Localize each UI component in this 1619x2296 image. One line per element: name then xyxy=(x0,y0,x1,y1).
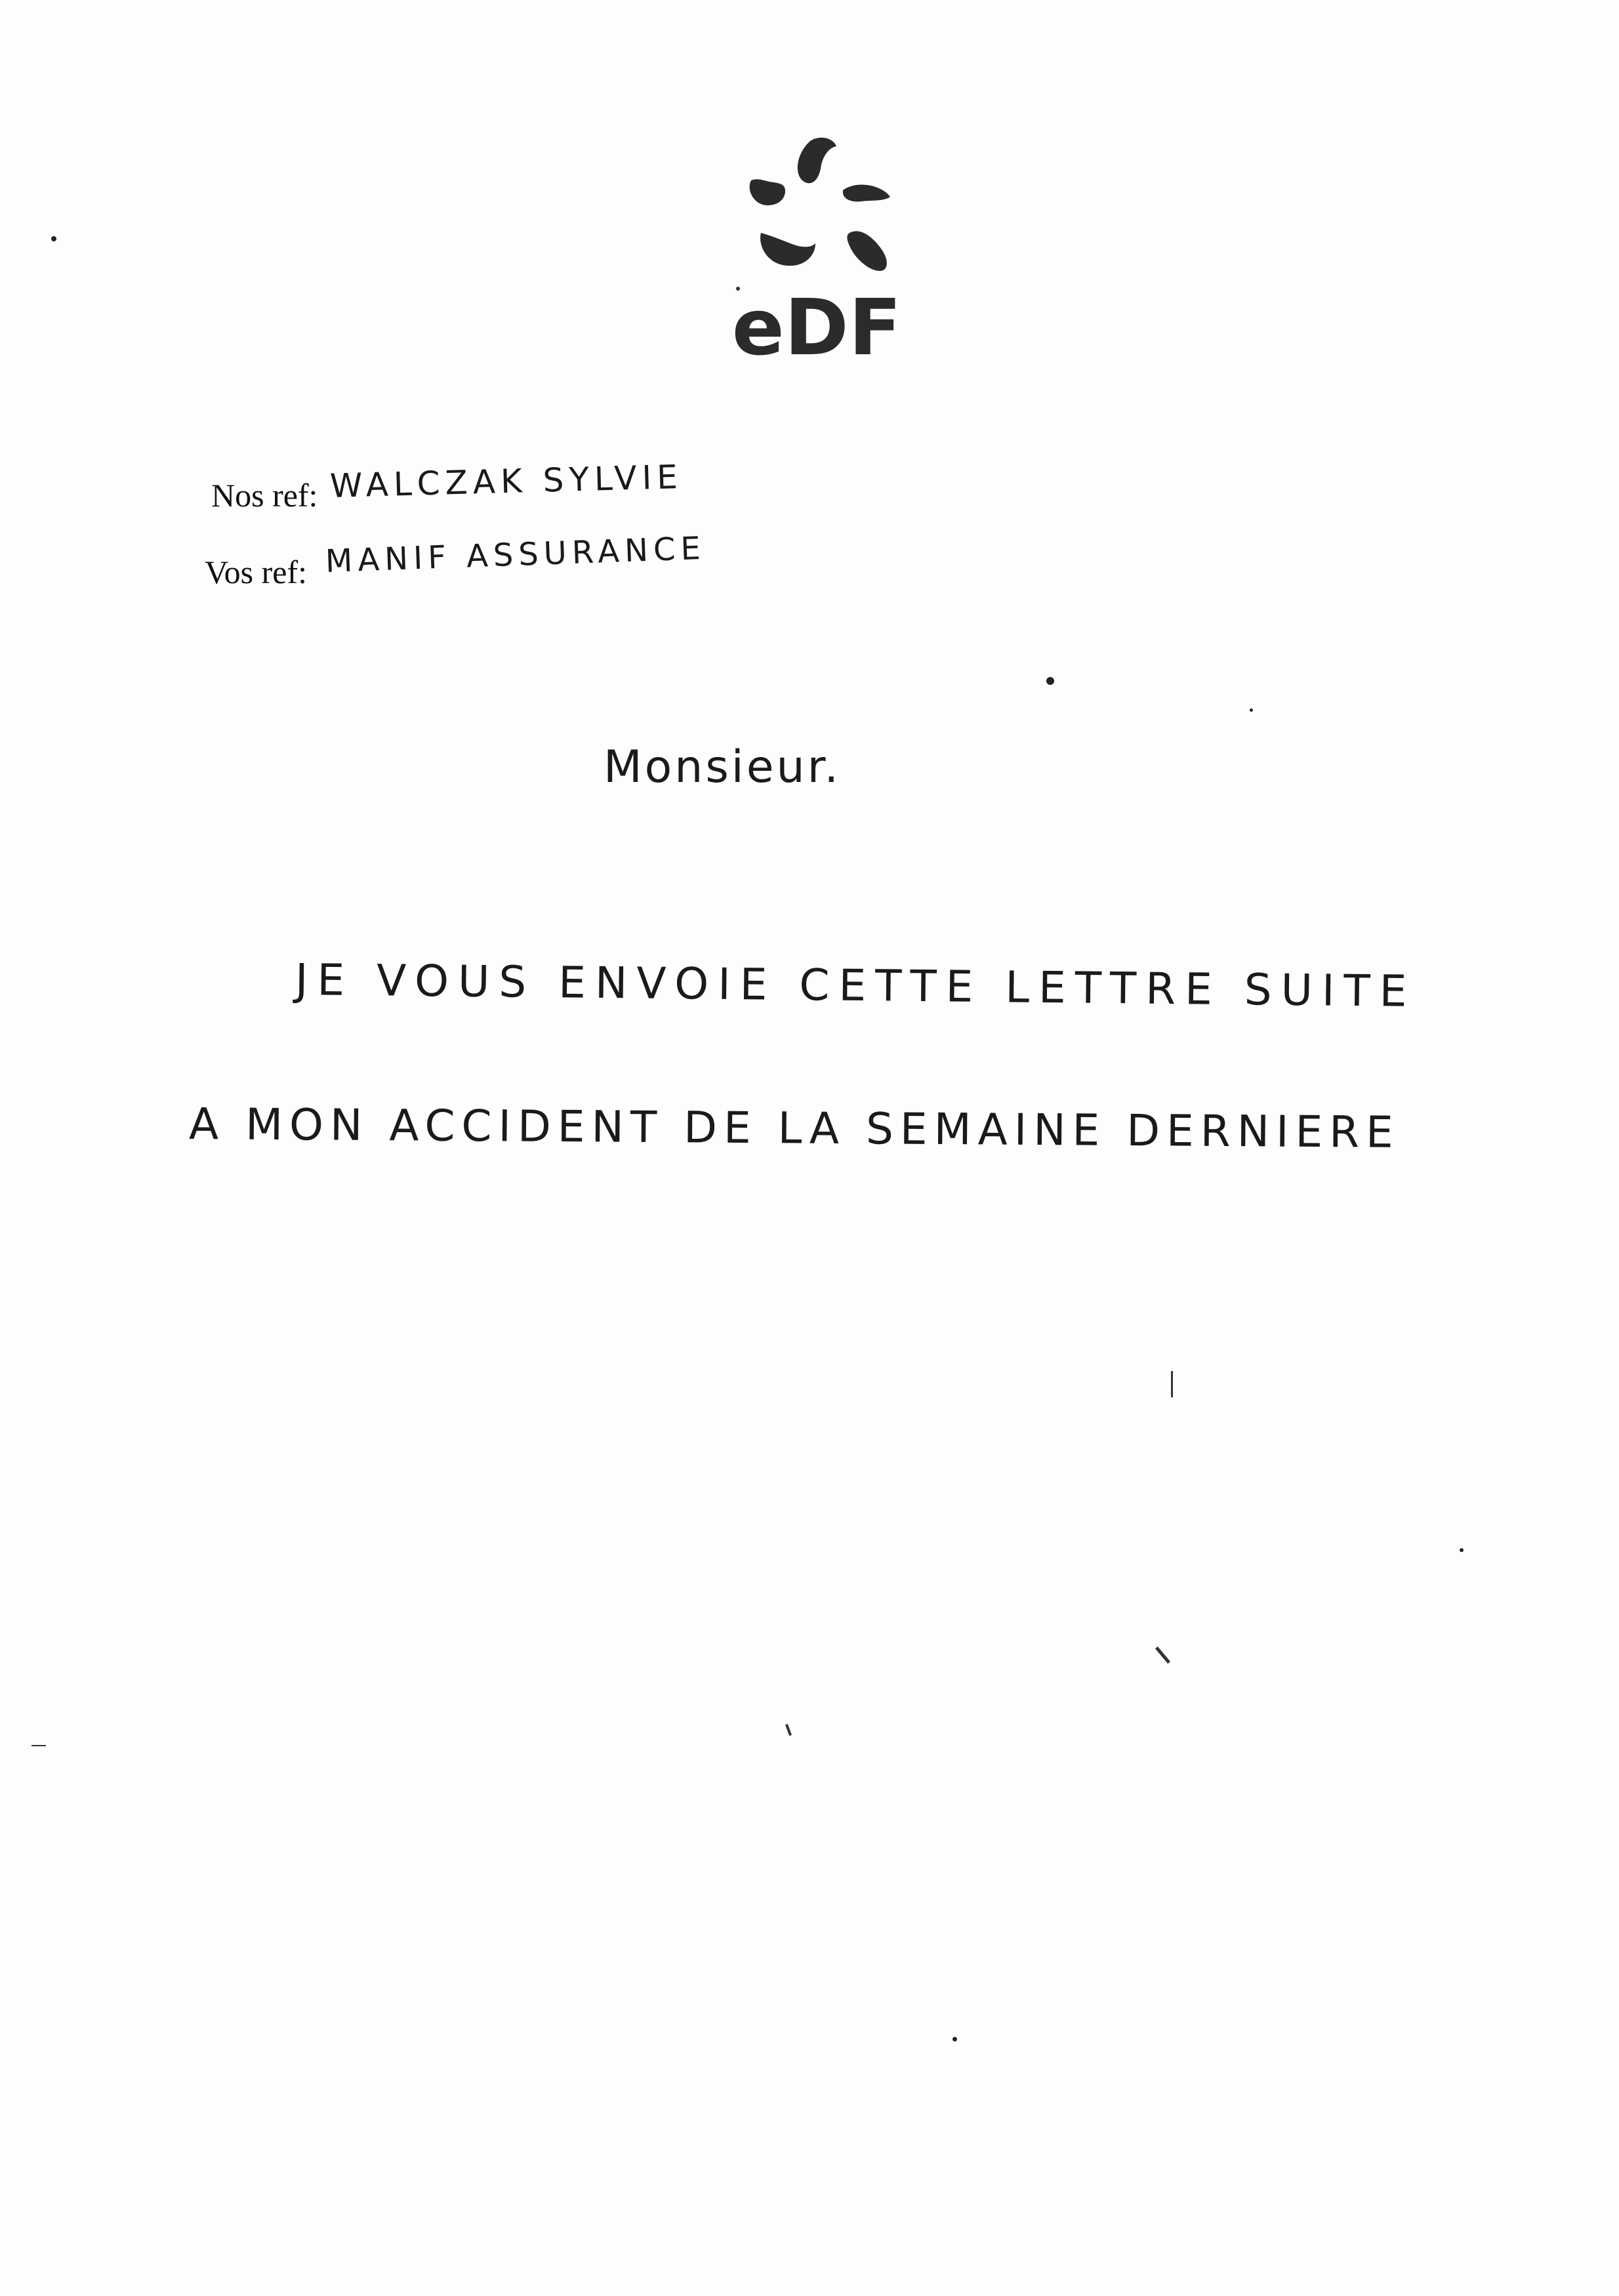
logo-petal-bottom-left xyxy=(760,233,815,266)
scan-speck xyxy=(1250,708,1253,712)
scan-mark xyxy=(785,1724,792,1736)
nos-ref-value: WALCZAK SYLVIE xyxy=(329,457,684,505)
scan-speck xyxy=(1460,1548,1464,1552)
edf-logo xyxy=(712,128,922,371)
scan-mark xyxy=(31,1745,46,1746)
logo-petal-right xyxy=(843,185,890,202)
letter-body-line-1: JE VOUS ENVOIE CETTE LETTRE SUITE xyxy=(295,954,1416,1017)
scan-speck xyxy=(953,2037,957,2041)
logo-petal-top xyxy=(798,138,836,184)
scan-speck xyxy=(51,236,56,241)
nos-ref-label: Nos ref: xyxy=(211,477,318,514)
scan-speck xyxy=(1046,677,1054,685)
edf-logo-graphic xyxy=(712,128,922,371)
letter-body-line-2: A MON ACCIDENT DE LA SEMAINE DERNIERE xyxy=(188,1099,1401,1158)
vos-ref-label: Vos ref: xyxy=(205,554,308,590)
salutation: Monsieur. xyxy=(604,741,841,793)
logo-petal-left xyxy=(750,179,785,205)
logo-petal-bottom-right xyxy=(847,231,886,271)
edf-logo-wordmark: eDF xyxy=(731,282,902,371)
scan-mark xyxy=(1155,1647,1170,1664)
vos-ref-value: MANIF ASSURANCE xyxy=(325,529,707,580)
scan-mark xyxy=(1171,1371,1173,1397)
